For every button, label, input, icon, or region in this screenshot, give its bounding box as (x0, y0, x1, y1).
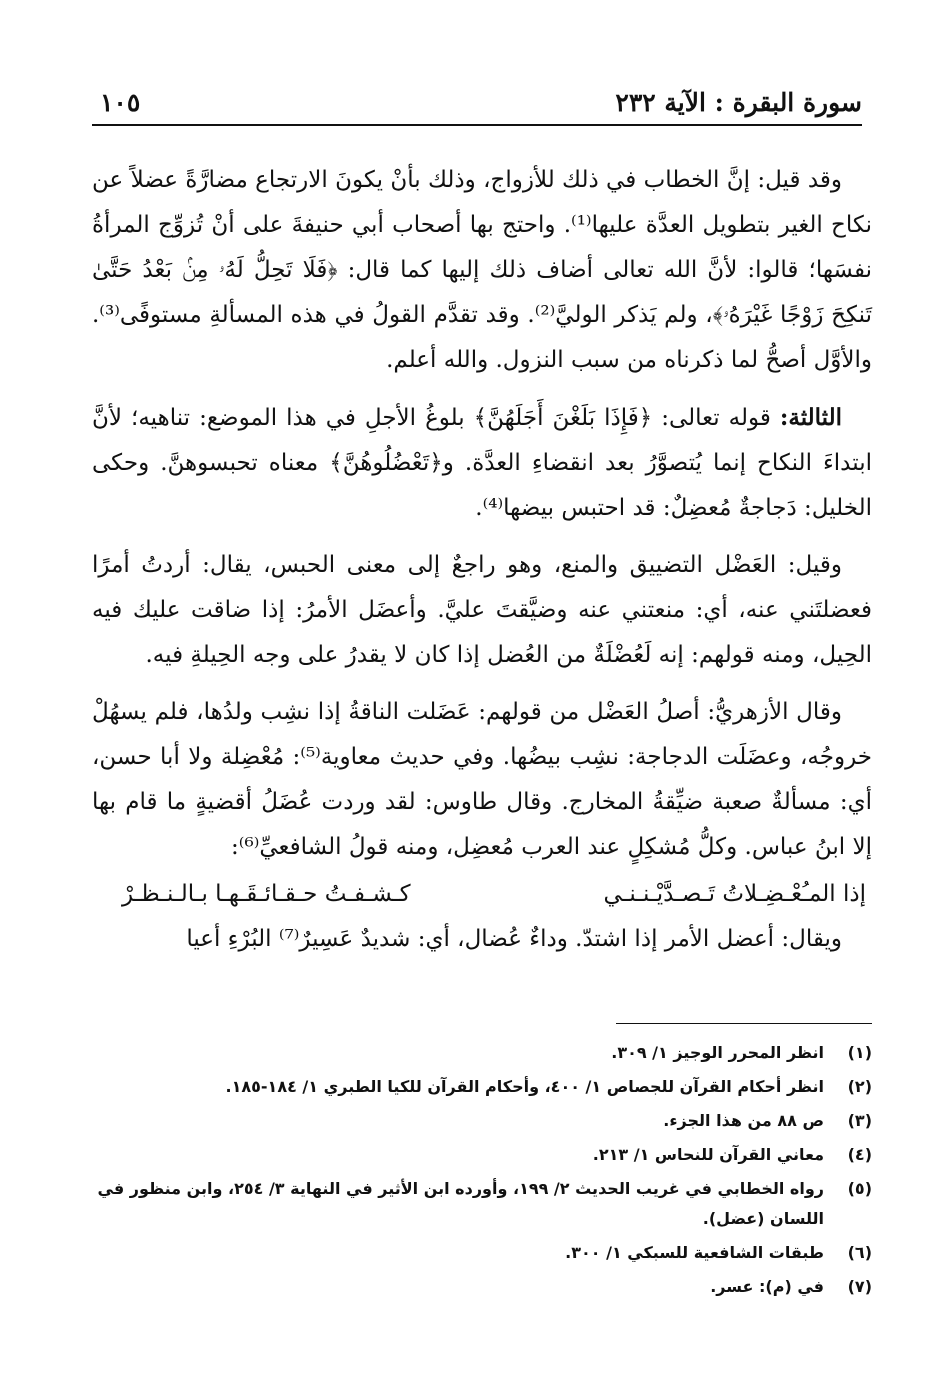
footnote-separator (616, 1023, 872, 1024)
paragraph-2-text: قوله تعالى: ﴿فَإِذَا بَلَغْنَ أَجَلَهُنَّ﴾ بلوغُ الأجلِ في هذا الموضع: تناهيه؛ لأنَّ ابتداءَ النكاح إنما يُتصوَّرُ بعد انقضاءِ العدَّة. و﴿تَعْضُلُوهُنَّ﴾ معناه تحبسوهنَّ. وحكى الخليل: دَجاجةٌ مُعضِلٌ: قد احتبس بيضها⁽⁴⁾. (92, 405, 872, 521)
paragraph-1: وقد قيل: إنَّ الخطاب في ذلك للأزواج، وذلك بأنْ يكونَ الارتجاع مضارَّةً عضلاً عن نكاح الغير بتطويل العدَّة عليها⁽¹⁾. واحتج بها أصحاب أبي حنيفةَ على أنْ تُزوِّج المرأةُ نفسَها؛ قالوا: لأنَّ الله تعالى أضاف ذلك إليها كما قال: ﴿فَلَا تَحِلُّ لَهُۥ مِنۢ بَعْدُ حَتَّىٰ تَنكِحَ زَوْجًا غَيْرَهُۥ﴾، ولم يَذكر الوليَّ⁽²⁾. وقد تقدَّم القولُ في هذه المسألةِ مستوفًى⁽³⁾. والأوَّل أصحُّ لما ذكرناه من سبب النزول. والله أعلم. (92, 167, 872, 373)
footnote-text: انظر المحرر الوجيز ١/ ٣٠٩. (611, 1043, 824, 1062)
footnote (92, 1272, 872, 1302)
footnote-number: (٢) (847, 1077, 872, 1096)
footnote (92, 1238, 872, 1268)
paragraph-3: وقيل: العَضْل التضييق والمنع، وهو راجعٌ إلى معنى الحبس، يقال: أردتُ أمرًا فعضلتَني عنه، أي: منعتني عنه وضيَّقتَ عليَّ. وأعضَل الأمرُ: إذا ضاقت عليك فيه الحِيل، ومنه قولهم: إنه لَعُضْلَةٌ من العُضل إذا كان لا يقدرُ على وجه الحِيلةِ فيه. (92, 552, 872, 668)
footnote-text: رواه الخطابي في غريب الحديث ٢/ ١٩٩، وأورده ابن الأثير في النهاية ٣/ ٢٥٤، وابن منظور في اللسان (عضل). (97, 1179, 824, 1228)
footnote-text: انظر أحكام القرآن للجصاص ١/ ٤٠٠، وأحكام القرآن للكيا الطبري ١/ ١٨٤-١٨٥. (225, 1077, 824, 1096)
poem-verse (92, 872, 872, 917)
paragraph-5: ويقال: أعضل الأمر إذا اشتدّ. وداءٌ عُضال، أي: شديدٌ عَسِيرٌ⁽⁷⁾ البُرْءِ أعيا (186, 926, 842, 952)
footnote-text: ص ٨٨ من هذا الجزء. (663, 1111, 824, 1130)
poem-first-hemistich: إذا المـُعْـضِـلاتُ تَـصـدَّيْـنـنـي (603, 881, 866, 907)
main-text (92, 158, 872, 962)
footnote-number: (٧) (847, 1277, 872, 1296)
footnote-text: طبقات الشافعية للسبكي ١/ ٣٠٠. (565, 1243, 824, 1262)
footnote-text: في (م): عسر. (710, 1277, 824, 1296)
paragraph-4: وقال الأزهريُّ: أصلُ العَضْل من قولهم: عَضَلت الناقةُ إذا نشِب ولدُها، فلم يسهُلْ خروجُه، وعضَلَت الدجاجة: نشِب بيضُها. وفي حديث معاوية⁽⁵⁾: مُعْضِلة ولا أبا حسن، أي: مسألةٌ صعبة ضيِّقةُ المخارج. وقال طاوس: لقد وردت عُضَلُ أقضيةٍ ما قام بها إلا ابنُ عباس. وكلُّ مُشكِلٍ عند العرب مُعضِل، ومنه قولُ الشافعيِّ⁽⁶⁾: (92, 699, 872, 860)
section-heading: الثالثة: (779, 404, 842, 431)
footnote (92, 1072, 872, 1102)
footnotes (92, 1038, 872, 1306)
footnote-number: (١) (847, 1043, 872, 1062)
footnote (92, 1140, 872, 1170)
footnote-number: (٤) (847, 1145, 872, 1164)
footnote-number: (٦) (847, 1243, 872, 1262)
header-rule (92, 124, 862, 126)
footnote (92, 1038, 872, 1068)
footnote (92, 1174, 872, 1234)
footnote-number: (٣) (847, 1111, 872, 1130)
footnote-number: (٥) (847, 1179, 872, 1198)
page-number: ١٠٥ (100, 88, 141, 117)
footnote (92, 1106, 872, 1136)
poem-second-hemistich: كـشـفـتُ حـقـائـقَـهـا بـالـنـظـرْ (122, 881, 411, 907)
paragraph-2 (92, 395, 872, 531)
footnote-text: معاني القرآن للنحاس ١/ ٢١٣. (592, 1145, 824, 1164)
running-title: سورة البقرة : الآية ٢٣٢ (615, 88, 862, 117)
